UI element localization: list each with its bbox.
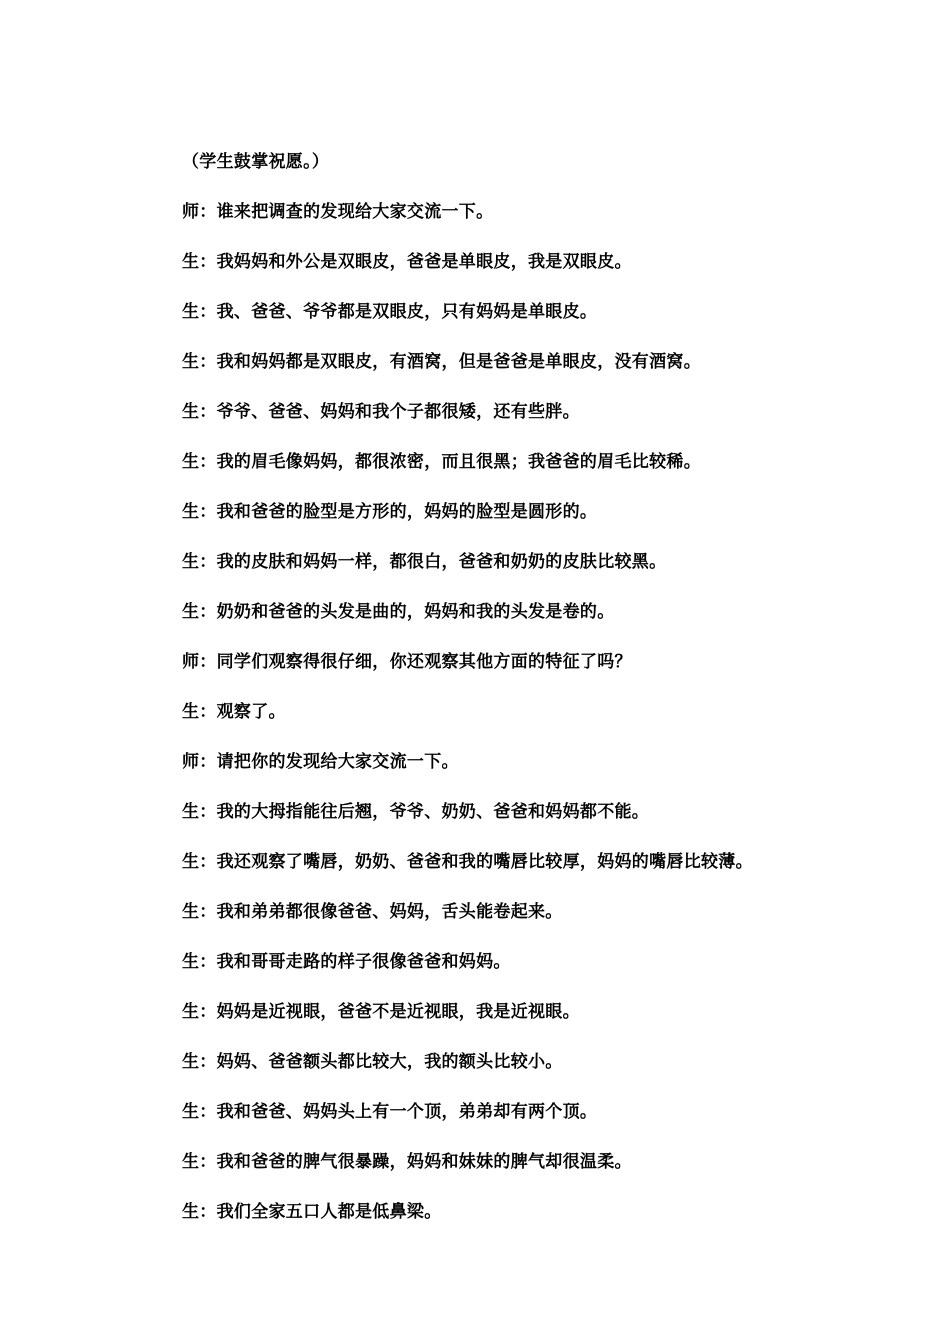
text-line: 生：我、爸爸、爷爷都是双眼皮，只有妈妈是单眼皮。 (182, 302, 598, 322)
text-line: 生：我和爸爸、妈妈头上有一个顶，弟弟却有两个顶。 (182, 1102, 598, 1122)
text-line: 生：观察了。 (182, 702, 286, 722)
text-line: （学生鼓掌祝愿。） (182, 152, 330, 172)
text-line: 生：我和弟弟都很像爸爸、妈妈，舌头能卷起来。 (182, 902, 563, 922)
text-line: 生：爷爷、爸爸、妈妈和我个子都很矮，还有些胖。 (182, 402, 580, 422)
text-line: 生：我和爸爸的脾气很暴躁，妈妈和妹妹的脾气却很温柔。 (182, 1152, 632, 1172)
text-line: 师：请把你的发现给大家交流一下。 (182, 752, 459, 772)
transcript-body (182, 148, 882, 1248)
text-line: 生：我的眉毛像妈妈，都很浓密，而且很黑；我爸爸的眉毛比较稀。 (182, 452, 701, 472)
text-line: 生：我的大拇指能往后翘，爷爷、奶奶、爸爸和妈妈都不能。 (182, 802, 650, 822)
text-line: 生：妈妈、爸爸额头都比较大，我的额头比较小。 (182, 1052, 563, 1072)
text-line: 生：妈妈是近视眼，爸爸不是近视眼，我是近视眼。 (182, 1002, 580, 1022)
text-line: 生：奶奶和爸爸的头发是曲的，妈妈和我的头发是卷的。 (182, 602, 615, 622)
text-line: 生：我和哥哥走路的样子很像爸爸和妈妈。 (182, 952, 511, 972)
text-line: 生：我还观察了嘴唇，奶奶、爸爸和我的嘴唇比较厚，妈妈的嘴唇比较薄。 (182, 852, 753, 872)
text-line: 生：我和妈妈都是双眼皮，有酒窝，但是爸爸是单眼皮，没有酒窝。 (182, 352, 701, 372)
text-line: 生：我妈妈和外公是双眼皮，爸爸是单眼皮，我是双眼皮。 (182, 252, 632, 272)
text-line: 生：我的皮肤和妈妈一样，都很白，爸爸和奶奶的皮肤比较黑。 (182, 552, 667, 572)
text-line: 生：我和爸爸的脸型是方形的，妈妈的脸型是圆形的。 (182, 502, 598, 522)
text-line: 师：谁来把调查的发现给大家交流一下。 (182, 202, 494, 222)
text-line: 师：同学们观察得很仔细，你还观察其他方面的特征了吗？ (182, 652, 632, 672)
text-line: 生：我们全家五口人都是低鼻梁。 (182, 1202, 442, 1222)
